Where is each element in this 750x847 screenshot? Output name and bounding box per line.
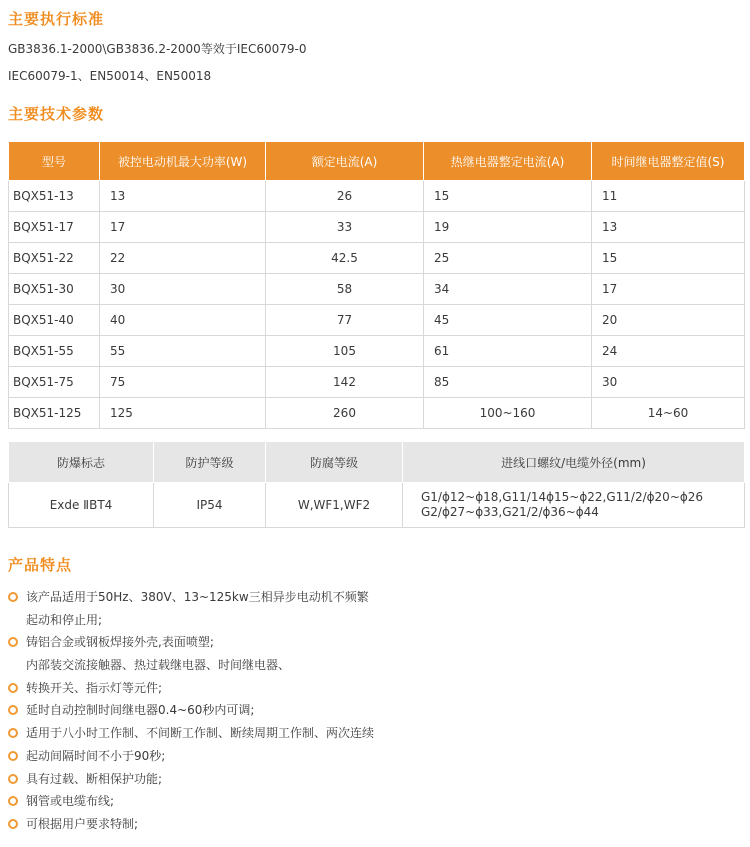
feature-text: 起动间隔时间不小于90秒; (26, 748, 166, 763)
features-list (8, 586, 728, 836)
feature-text: 适用于八小时工作制、不间断工作制、断续周期工作制、两次连续 (26, 726, 375, 741)
feature-text: 钢管或电缆布线; (26, 794, 115, 809)
col-header: 型号 (9, 142, 100, 181)
list-item (8, 654, 728, 677)
value-cell: 20 (592, 305, 745, 336)
value-cell: 75 (100, 367, 266, 398)
protection-grade: IP54 (154, 483, 266, 528)
standard-line: IEC60079-1、EN50014、EN50018 (8, 69, 212, 83)
col-header: 时间继电器整定值(S) (592, 142, 745, 181)
model-cell: BQX51-13 (9, 181, 100, 212)
value-cell: 55 (100, 336, 266, 367)
feature-text: 具有过载、断相保护功能; (26, 771, 163, 786)
value-cell: 142 (266, 367, 424, 398)
col-header: 进线口螺纹/电缆外径(mm) (403, 442, 745, 483)
table-row (9, 274, 745, 305)
value-cell: 25 (424, 243, 592, 274)
features-title: 产品特点 (8, 556, 73, 574)
protection-table (8, 441, 745, 528)
table-row (9, 398, 745, 429)
table-row (9, 243, 745, 274)
table-row (9, 336, 745, 367)
model-cell: BQX51-55 (9, 336, 100, 367)
standard-line: GB3836.1-2000\GB3836.2-2000等效于IEC60079-0 (8, 42, 307, 56)
value-cell: 17 (100, 212, 266, 243)
bullet-icon (8, 705, 18, 715)
bullet-icon (8, 774, 18, 784)
value-cell: 17 (592, 274, 745, 305)
spec-table (8, 141, 745, 429)
standards-title: 主要执行标准 (8, 10, 105, 28)
col-header: 防护等级 (154, 442, 266, 483)
value-cell: 13 (100, 181, 266, 212)
list-item (8, 722, 728, 745)
value-cell: 45 (424, 305, 592, 336)
value-cell: 11 (592, 181, 745, 212)
thread-spec (403, 483, 745, 528)
thread-line: G1/ϕ12~ϕ18,G11/14ϕ15~ϕ22,G11/2/ϕ20~ϕ26 (421, 490, 704, 504)
thread-line: G2/ϕ27~ϕ33,G21/2/ϕ36~ϕ44 (421, 505, 599, 519)
value-cell: 14~60 (592, 398, 745, 429)
value-cell: 100~160 (424, 398, 592, 429)
feature-text: 延时自动控制时间继电器0.4~60秒内可调; (26, 703, 255, 718)
col-header: 额定电流(A) (266, 142, 424, 181)
value-cell: 34 (424, 274, 592, 305)
table-row (9, 367, 745, 398)
value-cell: 125 (100, 398, 266, 429)
value-cell: 30 (592, 367, 745, 398)
table-row (9, 212, 745, 243)
col-header: 防腐等级 (266, 442, 403, 483)
model-cell: BQX51-40 (9, 305, 100, 336)
col-header: 被控电动机最大功率(W) (100, 142, 266, 181)
value-cell: 24 (592, 336, 745, 367)
bullet-icon (8, 751, 18, 761)
feature-text: 可根据用户要求特制; (26, 816, 139, 831)
corrosion-grade: W,WF1,WF2 (266, 483, 403, 528)
table-row (9, 305, 745, 336)
model-cell: BQX51-125 (9, 398, 100, 429)
value-cell: 105 (266, 336, 424, 367)
value-cell: 33 (266, 212, 424, 243)
explosion-mark: Exde ⅡBT4 (9, 483, 154, 528)
list-item (8, 586, 728, 609)
value-cell: 40 (100, 305, 266, 336)
list-item (8, 768, 728, 791)
col-header: 防爆标志 (9, 442, 154, 483)
feature-text: 转换开关、指示灯等元件; (26, 680, 163, 695)
feature-text: 铸铝合金或钢板焊接外壳,表面喷塑; (26, 635, 214, 650)
bullet-icon (8, 637, 18, 647)
value-cell: 85 (424, 367, 592, 398)
value-cell: 13 (592, 212, 745, 243)
bullet-icon (8, 796, 18, 806)
protection-header-row (9, 442, 745, 483)
protection-row (9, 483, 745, 528)
model-cell: BQX51-75 (9, 367, 100, 398)
col-header: 热继电器整定电流(A) (424, 142, 592, 181)
value-cell: 26 (266, 181, 424, 212)
value-cell: 58 (266, 274, 424, 305)
value-cell: 22 (100, 243, 266, 274)
value-cell: 42.5 (266, 243, 424, 274)
feature-text: 该产品适用于50Hz、380V、13~125kw三相异步电动机不频繁 (26, 590, 369, 604)
value-cell: 15 (424, 181, 592, 212)
bullet-icon (8, 819, 18, 829)
table-row (9, 181, 745, 212)
value-cell: 260 (266, 398, 424, 429)
value-cell: 77 (266, 305, 424, 336)
bullet-icon (8, 683, 18, 693)
model-cell: BQX51-30 (9, 274, 100, 305)
feature-text: 内部装交流接触器、热过载继电器、时间继电器、 (26, 658, 291, 673)
value-cell: 15 (592, 243, 745, 274)
feature-text: 起动和停止用; (26, 612, 103, 627)
bullet-icon (8, 592, 18, 602)
list-item (8, 745, 728, 768)
list-item (8, 609, 728, 632)
model-cell: BQX51-22 (9, 243, 100, 274)
value-cell: 61 (424, 336, 592, 367)
list-item (8, 677, 728, 700)
params-title: 主要技术参数 (8, 105, 105, 123)
spec-header-row (9, 142, 745, 181)
value-cell: 19 (424, 212, 592, 243)
value-cell: 30 (100, 274, 266, 305)
list-item (8, 790, 728, 813)
list-item (8, 699, 728, 722)
model-cell: BQX51-17 (9, 212, 100, 243)
bullet-icon (8, 728, 18, 738)
list-item (8, 813, 728, 836)
list-item (8, 631, 728, 654)
